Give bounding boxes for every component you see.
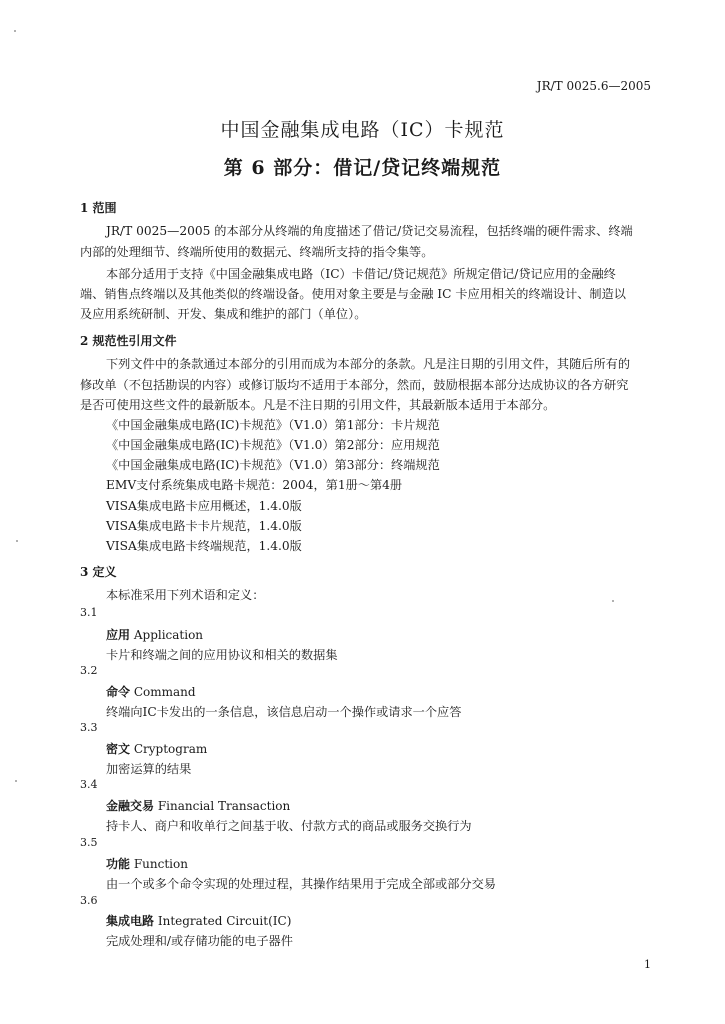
reference-item: VISA集成电路卡终端规范，1.4.0版 [106,539,302,553]
scope-line: 本部分适用于支持《中国金融集成电路（IC）卡借记/贷记规范》所规定借记/贷记应用的金融终 [106,267,616,281]
term-zh: 命令 [106,685,131,699]
clause-number: 3.5 [80,836,98,849]
page-number: 1 [644,958,651,971]
document-subtitle: 第 6 部分：借记/贷记终端规范 [223,157,502,179]
section-heading-scope: 1 范围 [80,201,117,215]
term-en: Integrated Circuit(IC) [157,914,292,928]
clause-number: 3.2 [80,664,98,677]
reference-item: VISA集成电路卡应用概述，1.4.0版 [106,499,302,513]
term-en: Function [133,857,188,871]
term-en: Application [133,628,204,642]
term-zh: 集成电路 [106,914,155,928]
refs-line: 下列文件中的条款通过本部分的引用而成为本部分的条款。凡是注日期的引用文件，其随后所有的 [106,357,631,371]
reference-item: EMV支付系统集成电路卡规范：2004，第1册～第4册 [106,478,403,492]
document-title: 中国金融集成电路（IC）卡规范 [220,119,505,141]
term-description: 卡片和终端之间的应用协议和相关的数据集 [106,648,338,662]
scope-line: 内部的处理细节、终端所使用的数据元、终端所支持的指令集等。 [80,245,434,259]
term-en: Financial Transaction [157,799,291,813]
term-description: 完成处理和/或存储功能的电子器件 [106,934,293,948]
defs-intro: 本标准采用下列术语和定义： [106,588,265,602]
term-title [106,797,290,814]
scan-speck [612,600,614,602]
term-title [106,855,188,872]
reference-item: VISA集成电路卡卡片规范，1.4.0版 [106,519,302,533]
term-zh: 功能 [106,857,131,871]
reference-item: 《中国金融集成电路(IC)卡规范》（V1.0）第2部分：应用规范 [106,438,440,452]
refs-line: 修改单（不包括勘误的内容）或修订版均不适用于本部分，然而，鼓励根据本部分达成协议的各方研究 [80,378,629,392]
section-heading-refs: 2 规范性引用文件 [80,334,177,348]
clause-number: 3.1 [80,606,98,619]
clause-number: 3.4 [80,778,98,791]
term-title [106,683,196,700]
clause-number: 3.3 [80,721,98,734]
term-en: Command [133,685,196,699]
term-title [106,626,203,643]
term-title [106,740,207,757]
standard-number: JR/T 0025.6—2005 [536,79,651,93]
term-description: 加密运算的结果 [106,762,192,776]
scope-line: 及应用系统研制、开发、集成和维护的部门（单位）。 [80,307,367,321]
scan-speck [15,780,17,782]
scope-line: JR/T 0025—2005 的本部分从终端的角度描述了借记/贷记交易流程，包括终端的硬件需求、终端 [106,224,633,238]
term-en: Cryptogram [133,742,208,756]
section-heading-defs: 3 定义 [80,565,117,579]
term-description: 由一个或多个命令实现的处理过程，其操作结果用于完成全部或部分交易 [106,877,496,891]
term-zh: 金融交易 [106,799,155,813]
term-description: 终端向IC卡发出的一条信息，该信息启动一个操作或请求一个应答 [106,705,462,719]
scope-line: 端、销售点终端以及其他类似的终端设备。使用对象主要是与金融 IC 卡应用相关的终端设计、制造以 [80,287,626,301]
term-zh: 密文 [106,742,131,756]
reference-item: 《中国金融集成电路(IC)卡规范》（V1.0）第3部分：终端规范 [106,458,440,472]
refs-line: 是否可使用这些文件的最新版本。凡是不注日期的引用文件，其最新版本适用于本部分。 [80,398,556,412]
scan-speck [16,540,18,542]
term-description: 持卡人、商户和收单行之间基于收、付款方式的商品或服务交换行为 [106,819,472,833]
term-title [106,912,291,929]
term-zh: 应用 [106,628,131,642]
scan-speck [14,30,16,32]
clause-number: 3.6 [80,894,98,907]
reference-item: 《中国金融集成电路(IC)卡规范》（V1.0）第1部分：卡片规范 [106,418,440,432]
